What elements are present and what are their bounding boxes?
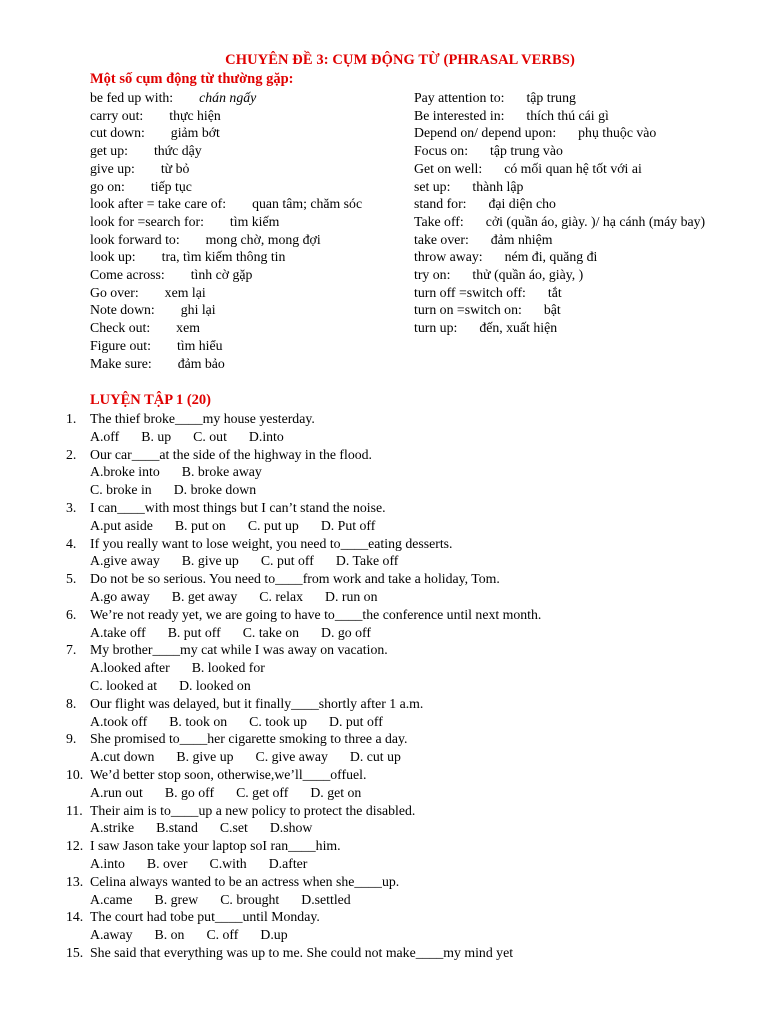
vocab-meaning: thức dậy xyxy=(153,143,202,159)
question-text: Do not be so serious. You need to____from work and take a holiday, Tom. xyxy=(90,571,500,587)
vocab-term: Be interested in: xyxy=(414,107,505,123)
vocab-term: cut down: xyxy=(90,125,145,141)
answer-options xyxy=(66,624,746,642)
vocab-list-right xyxy=(414,89,734,337)
vocab-term: Check out: xyxy=(90,320,151,336)
question-line xyxy=(66,908,746,926)
answer-option: A.go away xyxy=(90,588,150,604)
vocab-item xyxy=(90,124,400,142)
question-number: 12. xyxy=(66,838,84,854)
question-number: 15. xyxy=(66,944,84,960)
answer-option: B. give up xyxy=(176,749,234,765)
answer-option: D.after xyxy=(268,855,308,871)
vocab-meaning: thử (quần áo, giày, ) xyxy=(472,267,584,283)
answer-option: D. Put off xyxy=(320,517,376,533)
answer-option: B. up xyxy=(141,428,172,444)
answer-option: B.stand xyxy=(156,820,198,836)
vocab-meaning: ghi lại xyxy=(180,302,216,318)
answer-options xyxy=(66,463,746,481)
vocab-term: set up: xyxy=(414,178,451,194)
vocab-item xyxy=(414,319,734,337)
answer-option: A.put aside xyxy=(90,517,153,533)
question-line xyxy=(66,837,746,855)
vocab-term: throw away: xyxy=(414,249,483,265)
question-text: The court had tobe put____until Monday. xyxy=(90,909,320,925)
question-text: The thief broke____my house yesterday. xyxy=(90,411,315,426)
answer-options xyxy=(66,748,746,766)
question-item xyxy=(66,641,746,694)
vocab-item xyxy=(90,160,400,178)
vocab-item xyxy=(414,124,734,142)
question-line xyxy=(66,873,746,891)
answer-option: B. get away xyxy=(171,588,238,604)
question-text: Our flight was delayed, but it finally____shortly after 1 a.m. xyxy=(90,695,424,711)
vocab-term: get up: xyxy=(90,143,128,159)
answer-option: D. cut up xyxy=(349,749,401,765)
vocab-meaning: tắt xyxy=(547,284,562,300)
vocab-meaning: tập trung xyxy=(526,90,576,105)
vocab-item xyxy=(90,178,400,196)
answer-option: C. get off xyxy=(236,784,289,800)
vocab-term: take over: xyxy=(414,231,469,247)
vocab-meaning: đảm nhiệm xyxy=(490,231,553,247)
vocab-term: Get on well: xyxy=(414,160,483,176)
question-line xyxy=(66,499,746,517)
answer-options xyxy=(66,926,746,944)
vocab-meaning: tập trung vào xyxy=(490,143,563,159)
answer-option: D.up xyxy=(260,927,288,943)
answer-option: A.strike xyxy=(90,820,135,836)
vocab-meaning: thành lập xyxy=(472,178,524,194)
vocab-item xyxy=(90,284,400,302)
answer-option: B. broke away xyxy=(181,464,262,480)
vocab-list-left xyxy=(90,89,400,372)
answer-options xyxy=(66,855,746,873)
answer-option: A.into xyxy=(90,855,125,871)
question-number: 3. xyxy=(66,499,77,515)
answer-option: C. broke in xyxy=(90,482,152,498)
vocab-item xyxy=(414,142,734,160)
vocab-term: look for =search for: xyxy=(90,213,204,229)
question-item xyxy=(66,410,746,446)
vocab-term: Note down: xyxy=(90,302,155,318)
vocab-term: stand for: xyxy=(414,196,467,212)
vocab-meaning: phụ thuộc vào xyxy=(578,125,657,141)
question-text: My brother____my cat while I was away on vacation. xyxy=(90,642,388,658)
question-item xyxy=(66,873,746,909)
answer-option: C. off xyxy=(206,927,239,943)
vocab-meaning: giảm bớt xyxy=(170,125,220,141)
answer-option: D.settled xyxy=(301,891,351,907)
vocab-meaning: đến, xuất hiện xyxy=(479,320,558,336)
question-line xyxy=(66,944,746,962)
answer-options xyxy=(66,819,746,837)
question-number: 5. xyxy=(66,571,77,587)
vocab-term: Depend on/ depend upon: xyxy=(414,125,557,141)
vocab-item xyxy=(414,266,734,284)
answer-options xyxy=(66,428,746,446)
answer-option: B. took on xyxy=(169,713,228,729)
vocab-term: carry out: xyxy=(90,107,144,123)
question-number: 2. xyxy=(66,446,77,462)
answer-option: C. take on xyxy=(242,624,300,640)
answer-option: D. broke down xyxy=(173,482,257,498)
vocab-term: be fed up with: xyxy=(90,90,174,105)
answer-option: C. put off xyxy=(260,553,314,569)
answer-option: B. on xyxy=(154,927,185,943)
vocab-item xyxy=(414,89,734,107)
vocab-meaning: thực hiện xyxy=(169,107,221,123)
question-item xyxy=(66,944,746,962)
question-text: Our car____at the side of the highway in the flood. xyxy=(90,446,372,462)
answer-option: D.show xyxy=(269,820,313,836)
vocab-meaning: đại diện cho xyxy=(488,196,556,212)
answer-option: C. looked at xyxy=(90,677,158,693)
answer-option: D. get on xyxy=(310,784,362,800)
vocab-term: Go over: xyxy=(90,284,139,300)
question-line xyxy=(66,570,746,588)
answer-option: C. relax xyxy=(259,588,303,604)
answer-options xyxy=(66,713,746,731)
vocab-item xyxy=(90,337,400,355)
answer-option: C.set xyxy=(219,820,248,836)
answer-options xyxy=(66,659,746,677)
question-number: 8. xyxy=(66,695,77,711)
answer-options xyxy=(66,517,746,535)
question-text: I can____with most things but I can’t stand the noise. xyxy=(90,499,386,515)
answer-option: B. over xyxy=(146,855,188,871)
answer-option: B. put on xyxy=(174,517,226,533)
vocab-term: Figure out: xyxy=(90,337,151,353)
vocab-item xyxy=(90,266,400,284)
question-number: 13. xyxy=(66,873,84,889)
question-line xyxy=(66,766,746,784)
vocab-item xyxy=(90,213,400,231)
vocab-meaning: xem xyxy=(176,320,200,336)
question-item xyxy=(66,446,746,499)
question-item xyxy=(66,908,746,944)
question-text: I saw Jason take your laptop soI ran____him. xyxy=(90,838,341,854)
vocab-item xyxy=(414,107,734,125)
vocab-item xyxy=(90,89,400,107)
answer-option: C. put up xyxy=(247,517,299,533)
vocab-term: turn up: xyxy=(414,320,458,336)
vocab-item xyxy=(90,231,400,249)
vocab-item xyxy=(414,178,734,196)
answer-option: D. run on xyxy=(324,588,378,604)
question-line xyxy=(66,606,746,624)
vocab-meaning: từ bỏ xyxy=(160,160,190,176)
vocab-term: go on: xyxy=(90,178,125,194)
vocab-meaning: tìm kiếm xyxy=(229,213,280,229)
answer-option: B. grew xyxy=(154,891,199,907)
vocab-term: Pay attention to: xyxy=(414,90,505,105)
question-text: She promised to____her cigarette smoking to three a day. xyxy=(90,731,408,747)
question-number: 7. xyxy=(66,642,77,658)
vocab-meaning: ném đi, quăng đi xyxy=(504,249,598,265)
question-item xyxy=(66,606,746,642)
vocab-term: turn off =switch off: xyxy=(414,284,526,300)
answer-option: A.came xyxy=(90,891,133,907)
question-number: 10. xyxy=(66,766,84,782)
question-item xyxy=(66,570,746,606)
vocab-meaning: bật xyxy=(543,302,561,318)
vocab-item xyxy=(90,107,400,125)
question-text: We’d better stop soon, otherwise,we’ll____offuel. xyxy=(90,766,367,782)
question-item xyxy=(66,730,746,766)
question-text: If you really want to lose weight, you need to____eating desserts. xyxy=(90,535,453,551)
vocab-meaning: chán ngấy xyxy=(199,90,257,105)
answer-option: B. put off xyxy=(167,624,221,640)
question-line xyxy=(66,730,746,748)
vocab-item xyxy=(90,248,400,266)
vocab-item xyxy=(90,142,400,160)
question-line xyxy=(66,535,746,553)
section-subtitle: Một số cụm động từ thường gặp: xyxy=(90,71,294,87)
vocab-meaning: tra, tìm kiếm thông tin xyxy=(161,249,286,265)
question-line xyxy=(66,695,746,713)
vocab-item xyxy=(90,319,400,337)
question-line xyxy=(66,802,746,820)
question-number: 6. xyxy=(66,606,77,622)
vocab-term: give up: xyxy=(90,160,135,176)
question-item xyxy=(66,695,746,731)
answer-option: C. brought xyxy=(220,891,280,907)
vocab-item xyxy=(90,195,400,213)
vocab-term: Take off: xyxy=(414,213,464,229)
vocab-term: Make sure: xyxy=(90,355,152,371)
vocab-item xyxy=(414,231,734,249)
vocab-meaning: tiếp tục xyxy=(150,178,192,194)
vocab-item xyxy=(90,301,400,319)
answer-option: C. give away xyxy=(255,749,328,765)
answer-option: A.broke into xyxy=(90,464,160,480)
answer-options xyxy=(66,784,746,802)
vocab-item xyxy=(414,301,734,319)
question-item xyxy=(66,802,746,838)
answer-option: C.with xyxy=(209,855,247,871)
vocab-term: look forward to: xyxy=(90,231,180,247)
question-number: 11. xyxy=(66,802,83,818)
answer-option: D. looked on xyxy=(179,677,251,693)
question-text: She said that everything was up to me. She could not make____my mind yet xyxy=(90,944,514,960)
question-number: 14. xyxy=(66,909,84,925)
answer-options xyxy=(66,552,746,570)
answer-option: A.give away xyxy=(90,553,160,569)
question-line xyxy=(66,641,746,659)
question-list xyxy=(66,410,746,962)
answer-option: A.cut down xyxy=(90,749,155,765)
question-number: 1. xyxy=(66,411,77,426)
answer-option: C. took up xyxy=(249,713,308,729)
answer-option: D. Take off xyxy=(335,553,399,569)
question-number: 4. xyxy=(66,535,77,551)
answer-option: A.away xyxy=(90,927,133,943)
answer-option: C. out xyxy=(193,428,227,444)
vocab-meaning: xem lại xyxy=(164,284,206,300)
answer-options xyxy=(66,677,746,695)
vocab-meaning: thích thú cái gì xyxy=(526,107,609,123)
question-item xyxy=(66,499,746,535)
vocab-meaning: có mối quan hệ tốt với ai xyxy=(504,160,642,176)
question-item xyxy=(66,535,746,571)
document-title: CHUYÊN ĐỀ 3: CỤM ĐỘNG TỪ (PHRASAL VERBS) xyxy=(225,52,575,68)
question-text: Their aim is to____up a new policy to protect the disabled. xyxy=(90,802,416,818)
answer-option: B. looked for xyxy=(191,660,265,676)
vocab-term: look up: xyxy=(90,249,136,265)
vocab-item xyxy=(414,248,734,266)
vocab-meaning: cởi (quần áo, giày. )/ hạ cánh (máy bay) xyxy=(485,213,706,229)
question-text: Celina always wanted to be an actress when she____up. xyxy=(90,873,400,889)
answer-options xyxy=(66,481,746,499)
answer-option: A.looked after xyxy=(90,660,170,676)
vocab-term: try on: xyxy=(414,267,451,283)
vocab-term: look after = take care of: xyxy=(90,196,227,212)
answer-options xyxy=(66,891,746,909)
vocab-meaning: mong chờ, mong đợi xyxy=(205,231,321,247)
question-item xyxy=(66,766,746,802)
answer-options xyxy=(66,588,746,606)
question-item xyxy=(66,837,746,873)
answer-option: D. go off xyxy=(321,624,371,640)
answer-option: A.take off xyxy=(90,624,146,640)
vocab-term: turn on =switch on: xyxy=(414,302,522,318)
vocab-meaning: tình cờ gặp xyxy=(190,267,253,283)
vocab-item xyxy=(414,284,734,302)
answer-option: A.run out xyxy=(90,784,143,800)
answer-option: D.into xyxy=(248,428,284,444)
answer-option: D. put off xyxy=(329,713,383,729)
vocab-meaning: quan tâm; chăm sóc xyxy=(252,196,363,212)
vocab-meaning: tìm hiểu xyxy=(176,337,223,353)
practice-title: LUYỆN TẬP 1 (20) xyxy=(90,392,211,408)
vocab-item xyxy=(90,355,400,373)
question-line xyxy=(66,446,746,464)
question-number: 9. xyxy=(66,731,77,747)
answer-option: B. go off xyxy=(164,784,215,800)
answer-option: B. give up xyxy=(181,553,239,569)
question-text: We’re not ready yet, we are going to have to____the conference until next month. xyxy=(90,606,542,622)
answer-option: A.took off xyxy=(90,713,148,729)
vocab-term: Come across: xyxy=(90,267,165,283)
vocab-term: Focus on: xyxy=(414,143,469,159)
answer-option: A.off xyxy=(90,428,120,444)
vocab-item xyxy=(414,160,734,178)
vocab-meaning: đảm bảo xyxy=(177,355,225,371)
vocab-item xyxy=(414,195,734,213)
vocab-item xyxy=(414,213,734,231)
question-line xyxy=(66,410,746,428)
